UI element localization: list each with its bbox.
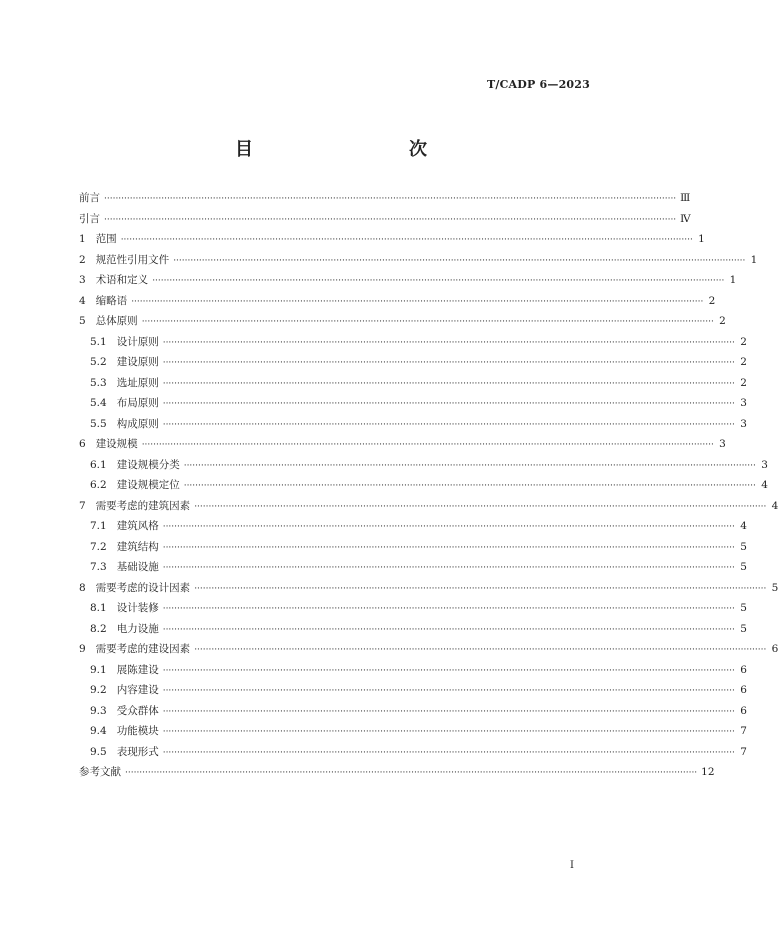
toc-entry-number: 6 <box>79 438 86 450</box>
toc-entry-page: 1 <box>698 233 705 245</box>
toc-entry-page: 5 <box>740 622 747 635</box>
toc-entry-page: 1 <box>750 253 758 266</box>
toc-entry-page: 5 <box>740 602 747 614</box>
toc-entry-page: 3 <box>761 458 768 471</box>
toc-entry-number: 5.1 <box>90 335 107 348</box>
toc-entry-label: 受众群体 <box>116 704 159 717</box>
toc-entry[interactable] <box>79 250 758 271</box>
toc-entry-page: 2 <box>719 315 726 327</box>
toc-entry-number: 9 <box>79 643 86 655</box>
toc-entry[interactable] <box>79 209 691 230</box>
toc-entry-label: 建筑结构 <box>116 540 159 553</box>
toc-entry[interactable] <box>79 496 778 517</box>
toc-entry-number: 9.2 <box>90 684 107 696</box>
toc-entry-number: 3 <box>79 274 86 286</box>
toc-entry-label: 引言 <box>79 212 100 225</box>
toc-entry-page: 5 <box>740 561 747 573</box>
dot-leader: ········································································································································································································ <box>104 194 677 204</box>
toc-entry-number: 8.1 <box>90 602 107 614</box>
toc-entry[interactable] <box>79 557 747 578</box>
dot-leader: ········································································································································································································ <box>162 686 735 696</box>
toc-entry[interactable] <box>79 680 747 701</box>
toc-entry-page: 5 <box>740 540 747 553</box>
toc-entry-page: 6 <box>740 684 747 696</box>
dot-leader: ········································································································································································································ <box>152 276 725 286</box>
dot-leader: ········································································································································································································ <box>162 522 735 532</box>
dot-leader: ········································································································································································································ <box>162 358 735 368</box>
toc-entry-number: 7.2 <box>90 540 107 553</box>
toc-entry-page: 2 <box>708 294 716 307</box>
dot-leader: ········································································································································································································ <box>131 296 704 307</box>
toc-entry-page: 12 <box>701 766 715 778</box>
toc-entry-label: 设计装修 <box>116 602 159 614</box>
toc-entry-label: 前言 <box>79 192 100 204</box>
toc-entry-number: 5.4 <box>90 397 107 409</box>
toc-entry-label: 需要考虑的建设因素 <box>95 643 191 655</box>
toc-entry[interactable] <box>79 537 747 558</box>
toc-entry-label: 缩略语 <box>95 294 128 307</box>
dot-leader: ········································································································································································································ <box>162 604 735 614</box>
toc-entry[interactable] <box>79 414 747 435</box>
toc-entry-number: 7 <box>79 499 86 512</box>
dot-leader: ········································································································································································································ <box>162 419 735 430</box>
toc-entry-label: 参考文献 <box>79 766 121 778</box>
toc-entry[interactable] <box>79 455 768 476</box>
toc-entry-page: 1 <box>729 274 737 286</box>
toc-title: 目 次 <box>235 139 467 160</box>
toc-entry-number: 2 <box>79 253 86 266</box>
toc-entry-label: 建设规模定位 <box>116 479 180 491</box>
dot-leader: ········································································································································································································ <box>173 255 746 266</box>
toc-entry-label: 设计原则 <box>116 335 159 348</box>
toc-entry-label: 功能模块 <box>116 725 159 737</box>
toc-entry[interactable] <box>79 393 747 414</box>
toc-entry[interactable] <box>79 619 747 640</box>
dot-leader: ········································································································································································································ <box>162 337 735 348</box>
dot-leader: ········································································································································································································ <box>104 214 677 225</box>
dot-leader: ········································································································································································································ <box>162 727 735 737</box>
toc-entry[interactable] <box>79 291 716 312</box>
dot-leader: ········································································································································································································ <box>141 440 714 450</box>
toc-entry-number: 9.3 <box>90 704 107 717</box>
toc-entry[interactable] <box>79 475 768 496</box>
toc-entry-number: 7.1 <box>90 520 107 532</box>
dot-leader: ········································································································································································································ <box>162 399 735 409</box>
toc-entry[interactable] <box>79 229 705 250</box>
toc-entry-label: 构成原则 <box>116 417 159 430</box>
toc-entry-number: 5.2 <box>90 356 107 368</box>
dot-leader: ········································································································································································································ <box>183 481 756 491</box>
page-number: I <box>570 860 574 871</box>
toc-entry-label: 需要考虑的建筑因素 <box>95 499 191 512</box>
dot-leader: ········································································································································································································ <box>194 501 767 512</box>
toc-entry-number: 1 <box>79 233 86 245</box>
toc-entry-number: 8.2 <box>90 622 107 635</box>
toc-entry-page: 2 <box>740 356 747 368</box>
toc-entry[interactable] <box>79 516 747 537</box>
dot-leader: ········································································································································································································ <box>162 706 735 717</box>
table-of-contents <box>79 188 778 783</box>
toc-entry-page: 6 <box>771 643 778 655</box>
toc-entry-page: 4 <box>761 479 768 491</box>
toc-entry[interactable] <box>79 311 726 332</box>
dot-leader: ········································································································································································································ <box>162 624 735 635</box>
toc-entry-label: 术语和定义 <box>95 274 149 286</box>
toc-entry-page: 2 <box>740 335 747 348</box>
toc-entry-page: 2 <box>740 376 747 389</box>
dot-leader: ········································································································································································································ <box>194 645 767 655</box>
dot-leader: ········································································································································································································ <box>162 563 735 573</box>
toc-entry-page: Ⅲ <box>680 192 691 204</box>
toc-entry-number: 7.3 <box>90 561 107 573</box>
toc-entry[interactable] <box>79 742 747 763</box>
toc-entry-page: 4 <box>740 520 747 532</box>
dot-leader: ········································································································································································································ <box>141 317 714 327</box>
toc-entry[interactable] <box>79 188 691 209</box>
toc-entry[interactable] <box>79 762 715 783</box>
toc-entry-number: 9.1 <box>90 663 107 676</box>
toc-entry-number: 6.2 <box>90 479 107 491</box>
toc-entry-page: 7 <box>740 725 747 737</box>
toc-entry-number: 5.3 <box>90 376 107 389</box>
toc-entry-label: 范围 <box>95 233 117 245</box>
toc-entry[interactable] <box>79 639 778 660</box>
toc-entry[interactable] <box>79 270 737 291</box>
toc-entry-label: 展陈建设 <box>116 663 159 676</box>
toc-entry-label: 建设规模分类 <box>116 458 180 471</box>
dot-leader: ········································································································································································································ <box>125 768 698 778</box>
toc-entry-number: 4 <box>79 294 86 307</box>
document-code: T/CADP 6—2023 <box>486 78 590 91</box>
toc-entry[interactable] <box>79 721 747 742</box>
toc-entry[interactable] <box>79 332 747 353</box>
toc-entry-number: 5.5 <box>90 417 107 430</box>
dot-leader: ········································································································································································································ <box>162 378 735 389</box>
dot-leader: ········································································································································································································ <box>120 235 693 245</box>
toc-entry-number: 5 <box>79 315 86 327</box>
dot-leader: ········································································································································································································ <box>162 665 735 676</box>
toc-entry-page: Ⅳ <box>680 212 691 225</box>
toc-entry[interactable] <box>79 373 747 394</box>
toc-entry-label: 电力设施 <box>116 622 159 635</box>
dot-leader: ········································································································································································································ <box>194 583 767 594</box>
toc-entry[interactable] <box>79 598 747 619</box>
toc-entry-number: 9.5 <box>90 745 107 758</box>
toc-entry[interactable] <box>79 434 726 455</box>
toc-entry[interactable] <box>79 701 747 722</box>
toc-entry-page: 3 <box>719 438 726 450</box>
toc-entry-number: 8 <box>79 581 86 594</box>
toc-entry-label: 总体原则 <box>95 315 138 327</box>
toc-entry-label: 建设规模 <box>95 438 138 450</box>
dot-leader: ········································································································································································································ <box>183 460 756 471</box>
toc-entry-number: 6.1 <box>90 458 107 471</box>
dot-leader: ········································································································································································································ <box>162 747 735 758</box>
toc-entry-label: 内容建设 <box>116 684 159 696</box>
toc-entry-page: 3 <box>740 397 747 409</box>
toc-entry-page: 6 <box>740 663 747 676</box>
toc-entry-label: 需要考虑的设计因素 <box>95 581 191 594</box>
toc-entry-label: 建设原则 <box>116 356 159 368</box>
dot-leader: ········································································································································································································ <box>162 542 735 553</box>
toc-entry[interactable] <box>79 352 747 373</box>
toc-entry-label: 建筑风格 <box>116 520 159 532</box>
toc-entry[interactable] <box>79 660 747 681</box>
toc-entry-label: 布局原则 <box>116 397 159 409</box>
toc-entry-number: 9.4 <box>90 725 107 737</box>
toc-entry-page: 6 <box>740 704 747 717</box>
toc-entry-page: 5 <box>771 581 778 594</box>
toc-entry-page: 7 <box>740 745 747 758</box>
toc-entry-label: 选址原则 <box>116 376 159 389</box>
toc-entry-label: 表现形式 <box>116 745 159 758</box>
toc-entry[interactable] <box>79 578 778 599</box>
toc-entry-label: 规范性引用文件 <box>95 253 170 266</box>
toc-entry-page: 3 <box>740 417 747 430</box>
toc-entry-page: 4 <box>771 499 778 512</box>
toc-entry-label: 基础设施 <box>116 561 159 573</box>
